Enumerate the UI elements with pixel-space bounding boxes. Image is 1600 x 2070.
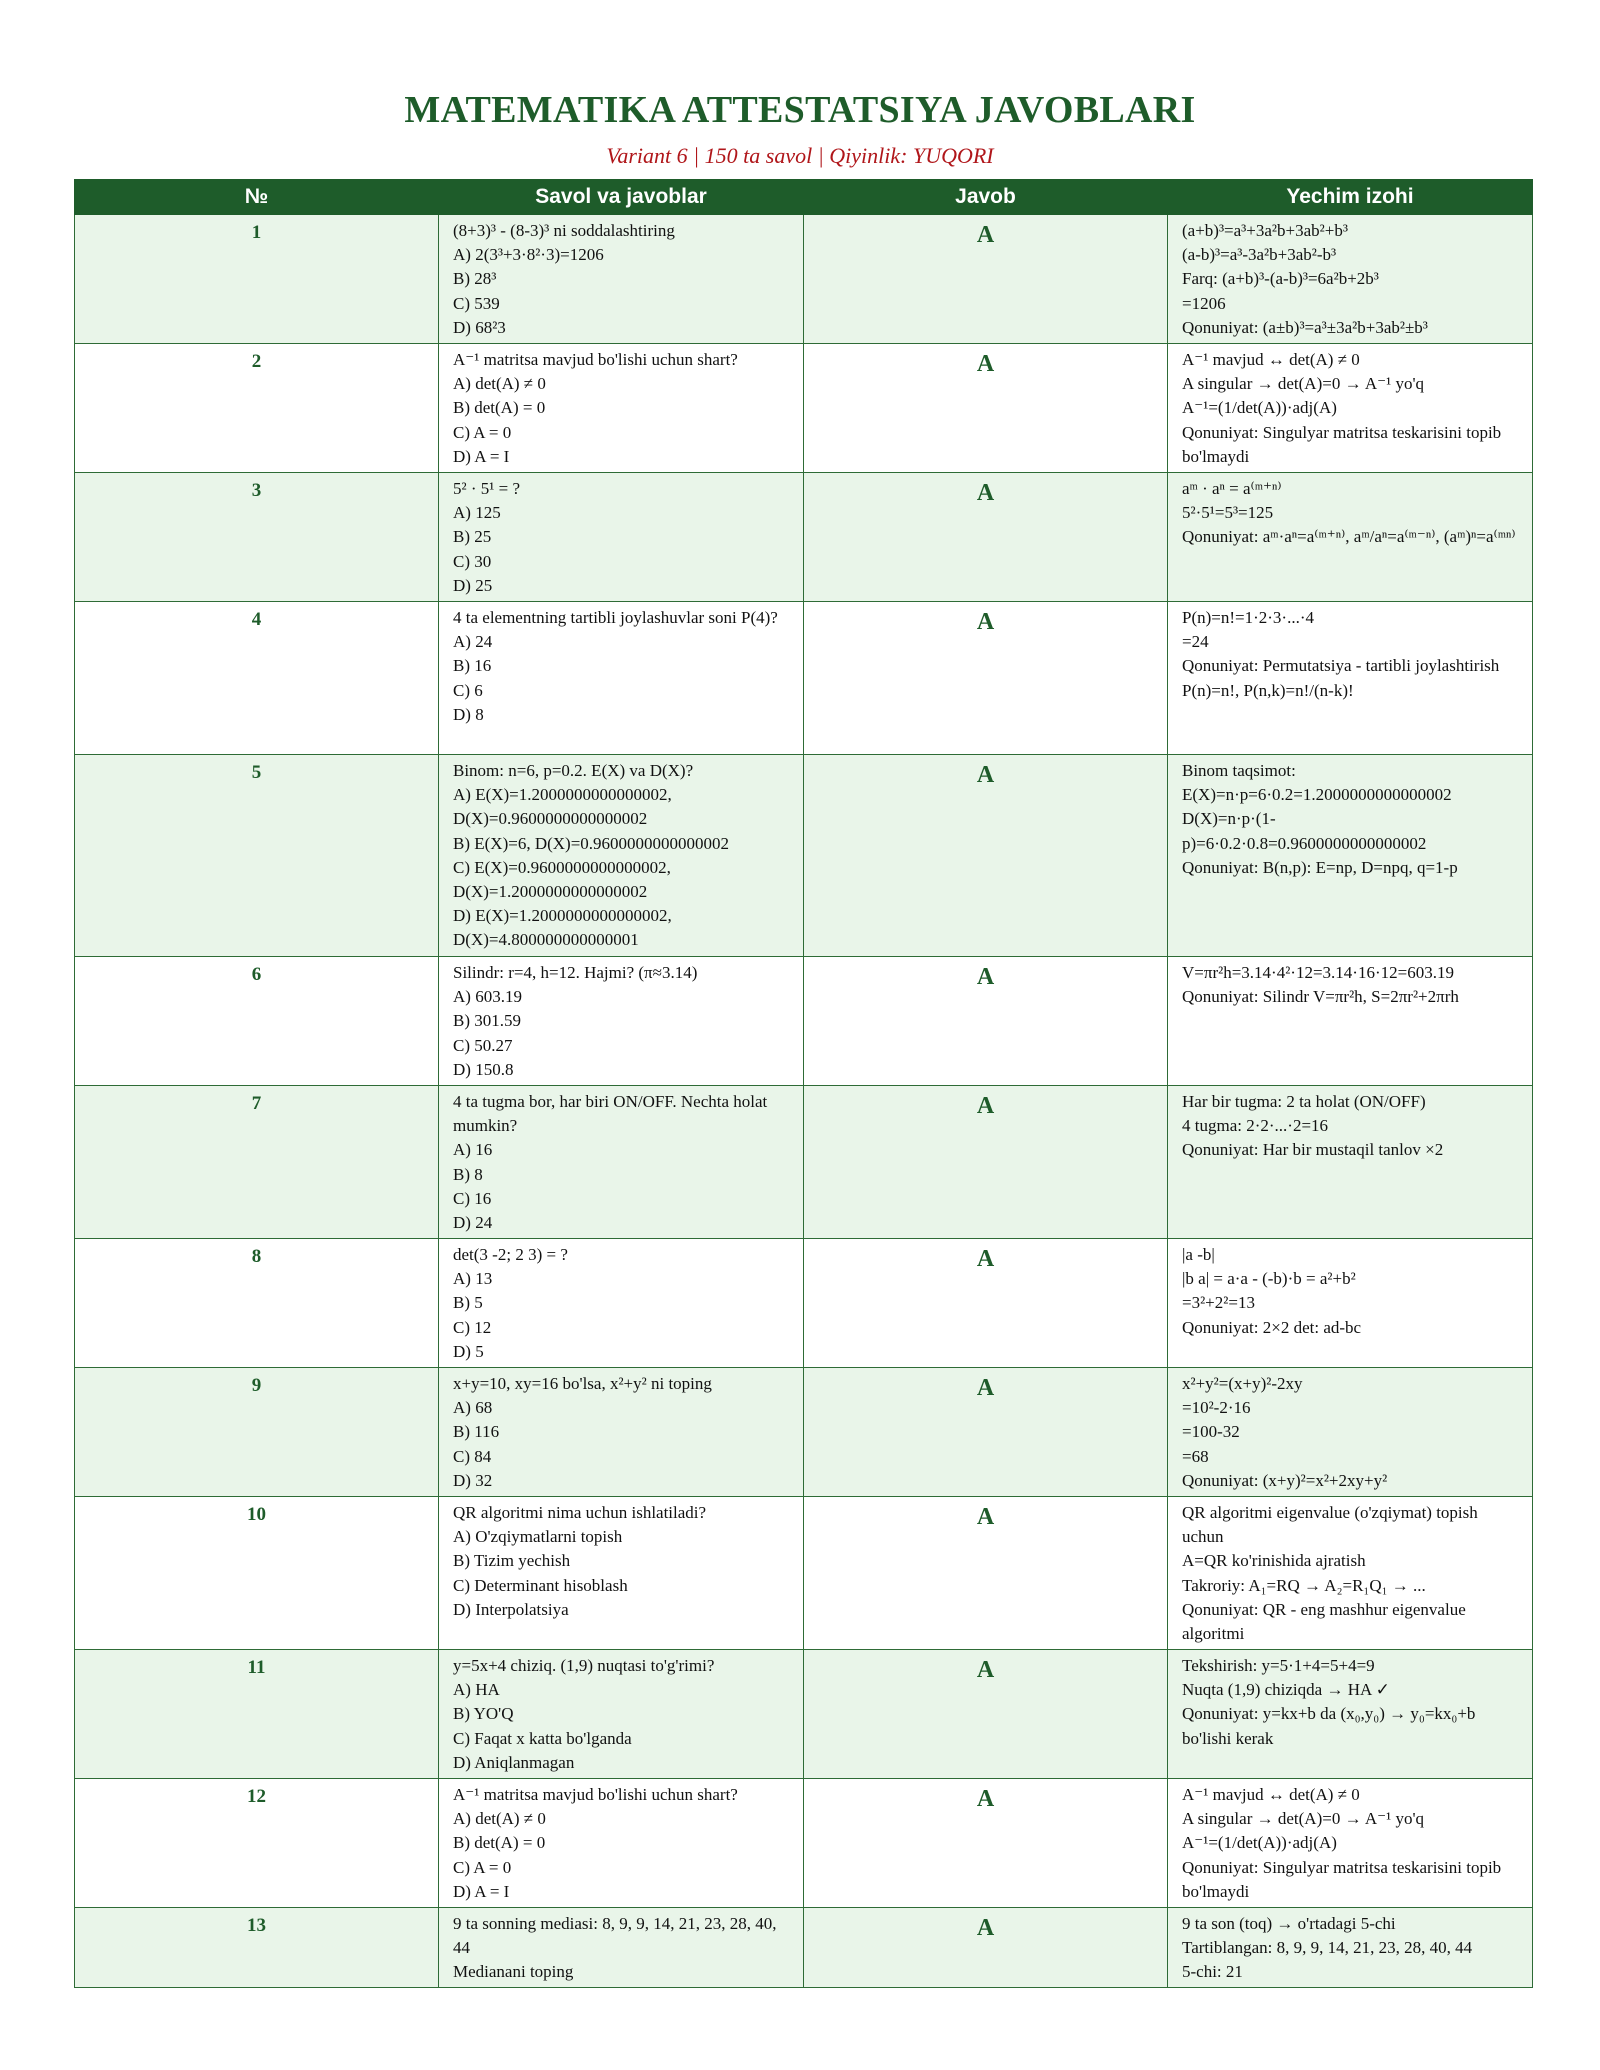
table-row [75, 1239, 1533, 1368]
column-header-answer: Javob [804, 180, 1168, 215]
correct-answer: A [804, 755, 1168, 957]
answer-option: B) 116 [453, 1422, 500, 1442]
solution-line: Qonuniyat: (a±b)³=a³±3a²b+3ab²±b³ [1182, 317, 1428, 337]
question-cell [439, 602, 804, 755]
solution-line: A⁻¹ mavjud ↔ det(A) ≠ 0 [1182, 1785, 1360, 1804]
solution-line: V=πr²h=3.14·4²·12=3.14·16·12=603.19 [1182, 963, 1454, 982]
answer-option: A) 125 [453, 503, 501, 523]
solution-line: A⁻¹=(1/det(A))·adj(A) [1182, 398, 1337, 418]
question-number: 4 [75, 602, 439, 755]
solution-line: Binom taqsimot: [1182, 761, 1296, 780]
question-number: 8 [75, 1239, 439, 1368]
answer-option: D) Aniqlanmagan [453, 1752, 575, 1772]
answer-option: C) E(X)=0.9600000000000002, D(X)=1.2000000000000002 [453, 857, 671, 902]
correct-answer: A [804, 1650, 1168, 1779]
solution-line: Takroriy: A₁=RQ → A₂=R₁Q₁ → ... [1182, 1575, 1426, 1595]
question-cell [439, 1779, 804, 1908]
page-title: MATEMATIKA ATTESTATSIYA JAVOBLARI [404, 89, 1196, 131]
answer-option: A) det(A) ≠ 0 [453, 1809, 546, 1829]
solution-cell [1168, 1086, 1533, 1239]
question-text: A⁻¹ matritsa mavjud bo'lishi uchun shart? [453, 350, 738, 369]
correct-answer: A [804, 1497, 1168, 1650]
solution-line: Qonuniyat: Permutatsiya - tartibli joylashtirish [1182, 656, 1500, 676]
question-number: 5 [75, 755, 439, 957]
question-number: 12 [75, 1779, 439, 1908]
answer-option: B) 25 [453, 527, 492, 547]
answer-option: C) 30 [453, 551, 492, 571]
answer-option: A) 603.19 [453, 987, 522, 1007]
solution-line: Tartiblangan: 8, 9, 9, 14, 21, 23, 28, 40, 44 [1182, 1938, 1473, 1958]
question-text: Silindr: r=4, h=12. Hajmi? (π≈3.14) [453, 963, 698, 982]
answer-option: B) Tizim yechish [453, 1551, 571, 1571]
question-text: (8+3)³ - (8-3)³ ni soddalashtiring [453, 221, 675, 240]
answer-option: D) Interpolatsiya [453, 1599, 569, 1619]
solution-cell [1168, 1239, 1533, 1368]
answer-option: A) 68 [453, 1398, 493, 1418]
table-row [75, 215, 1533, 344]
solution-line: =24 [1182, 632, 1209, 652]
question-text: 9 ta sonning mediasi: 8, 9, 9, 14, 21, 23, 28, 40, 44 [453, 1914, 777, 1958]
solution-line: x²+y²=(x+y)²-2xy [1182, 1374, 1303, 1393]
answer-option: B) 301.59 [453, 1011, 521, 1031]
solution-line: =100-32 [1182, 1422, 1240, 1442]
question-text: 4 ta elementning tartibli joylashuvlar soni P(4)? [453, 608, 778, 627]
answer-option: C) 539 [453, 293, 500, 313]
solution-line: A⁻¹ mavjud ↔ det(A) ≠ 0 [1182, 350, 1360, 369]
answer-option: A) O'zqiymatlarni topish [453, 1527, 623, 1547]
table-row [75, 1497, 1533, 1650]
solution-line: Qonuniyat: Singulyar matritsa teskarisini topib bo'lmaydi [1182, 422, 1502, 466]
correct-answer: A [804, 602, 1168, 755]
answers-table [74, 179, 1533, 1988]
solution-cell [1168, 1908, 1533, 1988]
solution-cell [1168, 1368, 1533, 1497]
answer-option: Medianani toping [453, 1962, 574, 1982]
answer-option: D) A = I [453, 446, 510, 466]
answer-option: B) 8 [453, 1164, 483, 1184]
solution-line: (a+b)³=a³+3a²b+3ab²+b³ [1182, 221, 1348, 240]
question-number: 2 [75, 344, 439, 473]
solution-line: =3²+2²=13 [1182, 1293, 1255, 1313]
answer-option: C) 84 [453, 1446, 492, 1466]
answer-option: B) det(A) = 0 [453, 398, 546, 418]
solution-line: 9 ta son (toq) → o'rtadagi 5-chi [1182, 1914, 1396, 1933]
question-text: Binom: n=6, p=0.2. E(X) va D(X)? [453, 761, 694, 780]
table-row [75, 1650, 1533, 1779]
answer-option: D) A = I [453, 1881, 510, 1901]
answer-option: A) 13 [453, 1269, 493, 1289]
solution-line: E(X)=n·p=6·0.2=1.2000000000000002 [1182, 785, 1452, 805]
answer-option: C) A = 0 [453, 1857, 512, 1877]
question-cell [439, 1239, 804, 1368]
correct-answer: A [804, 344, 1168, 473]
solution-cell [1168, 344, 1533, 473]
column-header-question: Savol va javoblar [439, 180, 804, 215]
question-text: 5² · 5¹ = ? [453, 479, 520, 498]
table-row [75, 957, 1533, 1086]
solution-line: Qonuniyat: y=kx+b da (x₀,y₀) → y₀=kx₀+b bo'lishi kerak [1182, 1704, 1476, 1748]
question-number: 6 [75, 957, 439, 1086]
question-cell [439, 215, 804, 344]
solution-line: QR algoritmi eigenvalue (o'zqiymat) topish uchun [1182, 1503, 1478, 1547]
question-number: 3 [75, 473, 439, 602]
answer-option: C) 12 [453, 1317, 492, 1337]
correct-answer: A [804, 1086, 1168, 1239]
solution-line: Qonuniyat: B(n,p): E=np, D=npq, q=1-p [1182, 857, 1458, 877]
question-cell [439, 1497, 804, 1650]
question-number: 13 [75, 1908, 439, 1988]
question-cell [439, 1086, 804, 1239]
solution-cell [1168, 215, 1533, 344]
answer-option: C) Determinant hisoblash [453, 1575, 628, 1595]
column-header-number: № [75, 180, 439, 215]
solution-line: A singular → det(A)=0 → A⁻¹ yo'q [1182, 1809, 1425, 1829]
question-text: 4 ta tugma bor, har biri ON/OFF. Nechta holat mumkin? [453, 1092, 768, 1136]
answer-option: D) 68²3 [453, 317, 506, 337]
solution-line: =68 [1182, 1446, 1209, 1466]
solution-line: |a -b| [1182, 1245, 1215, 1264]
correct-answer: A [804, 215, 1168, 344]
answer-option: A) det(A) ≠ 0 [453, 374, 546, 394]
answer-option: A) 24 [453, 632, 493, 652]
answer-option: D) 24 [453, 1213, 493, 1233]
solution-line: Nuqta (1,9) chiziqda → HA ✓ [1182, 1680, 1390, 1700]
answer-option: C) Faqat x katta bo'lganda [453, 1728, 632, 1748]
solution-line: 5-chi: 21 [1182, 1962, 1243, 1982]
question-number: 7 [75, 1086, 439, 1239]
answer-option: A) 2(3³+3·8²·3)=1206 [453, 245, 604, 265]
solution-cell [1168, 473, 1533, 602]
solution-line: A=QR ko'rinishida ajratish [1182, 1551, 1366, 1571]
answer-option: B) 28³ [453, 269, 497, 289]
table-header-row [75, 180, 1533, 215]
answer-option: D) 150.8 [453, 1059, 514, 1079]
question-cell [439, 473, 804, 602]
question-number: 9 [75, 1368, 439, 1497]
correct-answer: A [804, 1368, 1168, 1497]
solution-cell [1168, 1497, 1533, 1650]
solution-line: Qonuniyat: (x+y)²=x²+2xy+y² [1182, 1470, 1388, 1490]
answer-option: B) E(X)=6, D(X)=0.9600000000000002 [453, 833, 730, 853]
solution-cell [1168, 1779, 1533, 1908]
solution-line: 4 tugma: 2·2·...·2=16 [1182, 1116, 1329, 1136]
solution-line: Farq: (a+b)³-(a-b)³=6a²b+2b³ [1182, 269, 1379, 289]
solution-line: P(n)=n!=1·2·3·...·4 [1182, 608, 1315, 627]
answer-option: A) 16 [453, 1140, 493, 1160]
column-header-solution: Yechim izohi [1168, 180, 1533, 215]
solution-line: P(n)=n!, P(n,k)=n!/(n-k)! [1182, 680, 1354, 700]
solution-line: =10²-2·16 [1182, 1398, 1251, 1418]
question-text: det(3 -2; 2 3) = ? [453, 1245, 568, 1264]
solution-line: Qonuniyat: Silindr V=πr²h, S=2πr²+2πrh [1182, 987, 1459, 1007]
correct-answer: A [804, 473, 1168, 602]
solution-cell [1168, 755, 1533, 957]
table-body [75, 215, 1533, 1988]
question-text: A⁻¹ matritsa mavjud bo'lishi uchun shart? [453, 1785, 738, 1804]
question-cell [439, 1908, 804, 1988]
correct-answer: A [804, 1239, 1168, 1368]
question-text: QR algoritmi nima uchun ishlatiladi? [453, 1503, 707, 1522]
answer-option: C) 16 [453, 1188, 492, 1208]
solution-cell [1168, 957, 1533, 1086]
table-row [75, 1779, 1533, 1908]
answer-option: B) 16 [453, 656, 492, 676]
question-text: y=5x+4 chiziq. (1,9) nuqtasi to'g'rimi? [453, 1656, 715, 1675]
correct-answer: A [804, 957, 1168, 1086]
answer-option: D) 32 [453, 1470, 493, 1490]
answer-option: D) 5 [453, 1341, 484, 1361]
solution-line: Qonuniyat: Har bir mustaqil tanlov ×2 [1182, 1140, 1444, 1160]
solution-cell [1168, 1650, 1533, 1779]
answer-option: B) YO'Q [453, 1704, 514, 1724]
table-row [75, 1908, 1533, 1988]
solution-line: Qonuniyat: aᵐ·aⁿ=a⁽ᵐ⁺ⁿ⁾, aᵐ/aⁿ=a⁽ᵐ⁻ⁿ⁾, (aᵐ)ⁿ=a⁽ᵐⁿ⁾ [1182, 527, 1516, 547]
answer-option: C) 50.27 [453, 1035, 513, 1055]
answer-option: A) HA [453, 1680, 500, 1700]
answer-option: D) E(X)=1.2000000000000002, D(X)=4.800000000000001 [453, 906, 672, 950]
answer-option: B) 5 [453, 1293, 483, 1313]
table-row [75, 602, 1533, 755]
page-subtitle: Variant 6 | 150 ta savol | Qiyinlik: YUQORI [606, 143, 994, 168]
solution-line: Har bir tugma: 2 ta holat (ON/OFF) [1182, 1092, 1426, 1111]
correct-answer: A [804, 1908, 1168, 1988]
solution-line: D(X)=n·p·(1-p)=6·0.2·0.8=0.9600000000000002 [1182, 809, 1427, 853]
answer-option: D) 8 [453, 704, 484, 724]
question-number: 1 [75, 215, 439, 344]
answer-option: B) det(A) = 0 [453, 1833, 546, 1853]
solution-line: Tekshirish: y=5·1+4=5+4=9 [1182, 1656, 1375, 1675]
table-row [75, 344, 1533, 473]
solution-line: Qonuniyat: 2×2 det: ad-bc [1182, 1317, 1362, 1337]
correct-answer: A [804, 1779, 1168, 1908]
answer-option: C) 6 [453, 680, 483, 700]
table-row [75, 1368, 1533, 1497]
solution-line: A⁻¹=(1/det(A))·adj(A) [1182, 1833, 1337, 1853]
table-row [75, 473, 1533, 602]
table-row [75, 755, 1533, 957]
answer-option: C) A = 0 [453, 422, 512, 442]
question-text: x+y=10, xy=16 bo'lsa, x²+y² ni toping [453, 1374, 712, 1393]
question-cell [439, 1650, 804, 1779]
question-cell [439, 344, 804, 473]
solution-cell [1168, 602, 1533, 755]
question-cell [439, 755, 804, 957]
answer-option: D) 25 [453, 575, 493, 595]
solution-line: |b a| = a·a - (-b)·b = a²+b² [1182, 1269, 1356, 1289]
solution-line: Qonuniyat: QR - eng mashhur eigenvalue algoritmi [1182, 1599, 1466, 1644]
question-number: 11 [75, 1650, 439, 1779]
table-row [75, 1086, 1533, 1239]
question-cell [439, 1368, 804, 1497]
solution-line: =1206 [1182, 293, 1226, 313]
solution-line: aᵐ · aⁿ = a⁽ᵐ⁺ⁿ⁾ [1182, 479, 1282, 498]
solution-line: Qonuniyat: Singulyar matritsa teskarisini topib bo'lmaydi [1182, 1857, 1502, 1901]
answer-option: A) E(X)=1.2000000000000002, D(X)=0.9600000000000002 [453, 785, 672, 829]
solution-line: 5²·5¹=5³=125 [1182, 503, 1274, 523]
solution-line: A singular → det(A)=0 → A⁻¹ yo'q [1182, 374, 1425, 394]
solution-line: (a-b)³=a³-3a²b+3ab²-b³ [1182, 245, 1337, 265]
question-cell [439, 957, 804, 1086]
question-number: 10 [75, 1497, 439, 1650]
